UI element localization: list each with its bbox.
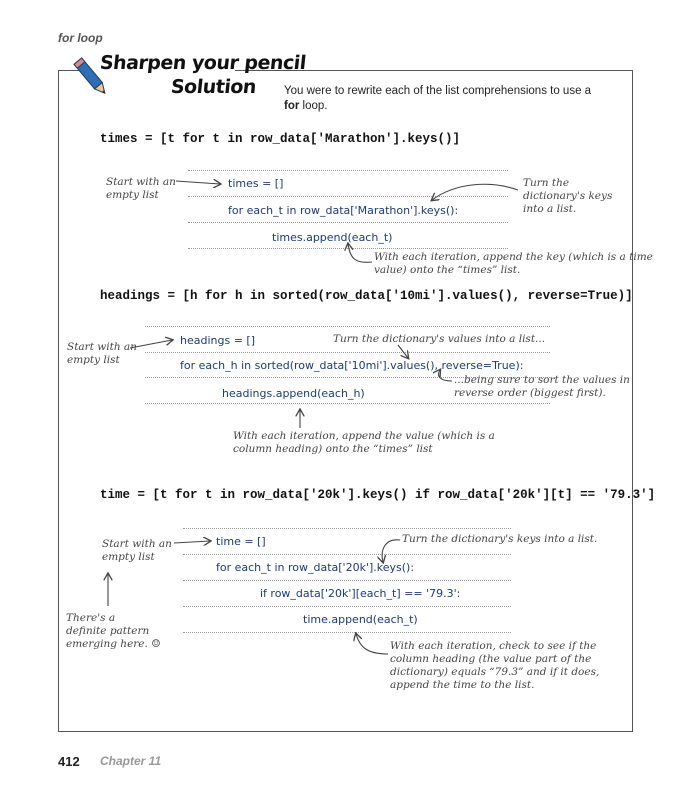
dotted-line	[183, 632, 511, 633]
dotted-line	[183, 580, 511, 581]
annotation-note: Start with an empty list	[67, 341, 137, 366]
annotation-note: With each iteration, append the value (which is a column heading) onto the “times” list	[233, 430, 495, 455]
intro-text-part2: loop.	[299, 100, 328, 112]
comprehension-2: headings = [h for h in sorted(row_data['10mi'].values(), reverse=True)]	[100, 289, 633, 303]
comprehension-3: time = [t for t in row_data['20k'].keys() if row_data['20k'][t] == '79.3']	[100, 488, 656, 502]
page-number: 412	[58, 754, 80, 769]
code-line: for each_t in row_data['20k'].keys():	[216, 561, 415, 574]
annotation-note: Start with an empty list	[102, 538, 172, 563]
annotation-note: ...being sure to sort the values in reverse order (biggest first).	[454, 374, 630, 399]
code-line: times = []	[228, 177, 284, 190]
dotted-line	[188, 248, 508, 249]
code-line: if row_data['20k'][each_t] == '79.3':	[260, 587, 461, 600]
dotted-line	[183, 528, 511, 529]
code-line: headings.append(each_h)	[222, 387, 365, 400]
code-line: times.append(each_t)	[272, 231, 393, 244]
code-line: time.append(each_t)	[303, 613, 418, 626]
annotation-note: There's a definite pattern emerging here. ☺	[66, 612, 161, 650]
code-line: headings = []	[180, 334, 255, 347]
chapter-label: Chapter 11	[100, 754, 162, 768]
section-header: for loop	[58, 31, 103, 45]
annotation-note: Turn the dictionary's keys into a list.	[523, 177, 613, 215]
annotation-note: Start with an empty list	[106, 176, 176, 201]
dotted-line	[183, 554, 511, 555]
code-line: time = []	[216, 535, 266, 548]
code-line: for each_t in row_data['Marathon'].keys():	[228, 204, 459, 217]
intro-bold-for: for	[284, 100, 300, 112]
page-title-line2: Solution	[169, 76, 258, 98]
intro-text	[284, 84, 604, 114]
comprehension-1: times = [t for t in row_data['Marathon'].keys()]	[100, 132, 461, 146]
annotation-note: Turn the dictionary's values into a list...	[333, 333, 546, 345]
page-title-line1: Sharpen your pencil	[98, 52, 307, 74]
dotted-line	[183, 606, 511, 607]
annotation-note: Turn the dictionary's keys into a list.	[402, 533, 598, 545]
annotation-note: With each iteration, check to see if the column heading (the value part of the dictionary) equals “79.3” and if it does, append the time to the list.	[390, 640, 600, 691]
annotation-note: With each iteration, append the key (which is a time value) onto the “times” list.	[374, 251, 653, 276]
dotted-line	[145, 326, 550, 327]
dotted-line	[188, 170, 508, 171]
dotted-line	[145, 403, 550, 404]
code-line: for each_h in sorted(row_data['10mi'].values(), reverse=True):	[180, 359, 524, 372]
dotted-line	[145, 352, 550, 353]
dotted-line	[188, 196, 508, 197]
dotted-line	[188, 222, 508, 223]
intro-text-part1: You were to rewrite each of the list comprehensions to use a	[284, 85, 592, 97]
